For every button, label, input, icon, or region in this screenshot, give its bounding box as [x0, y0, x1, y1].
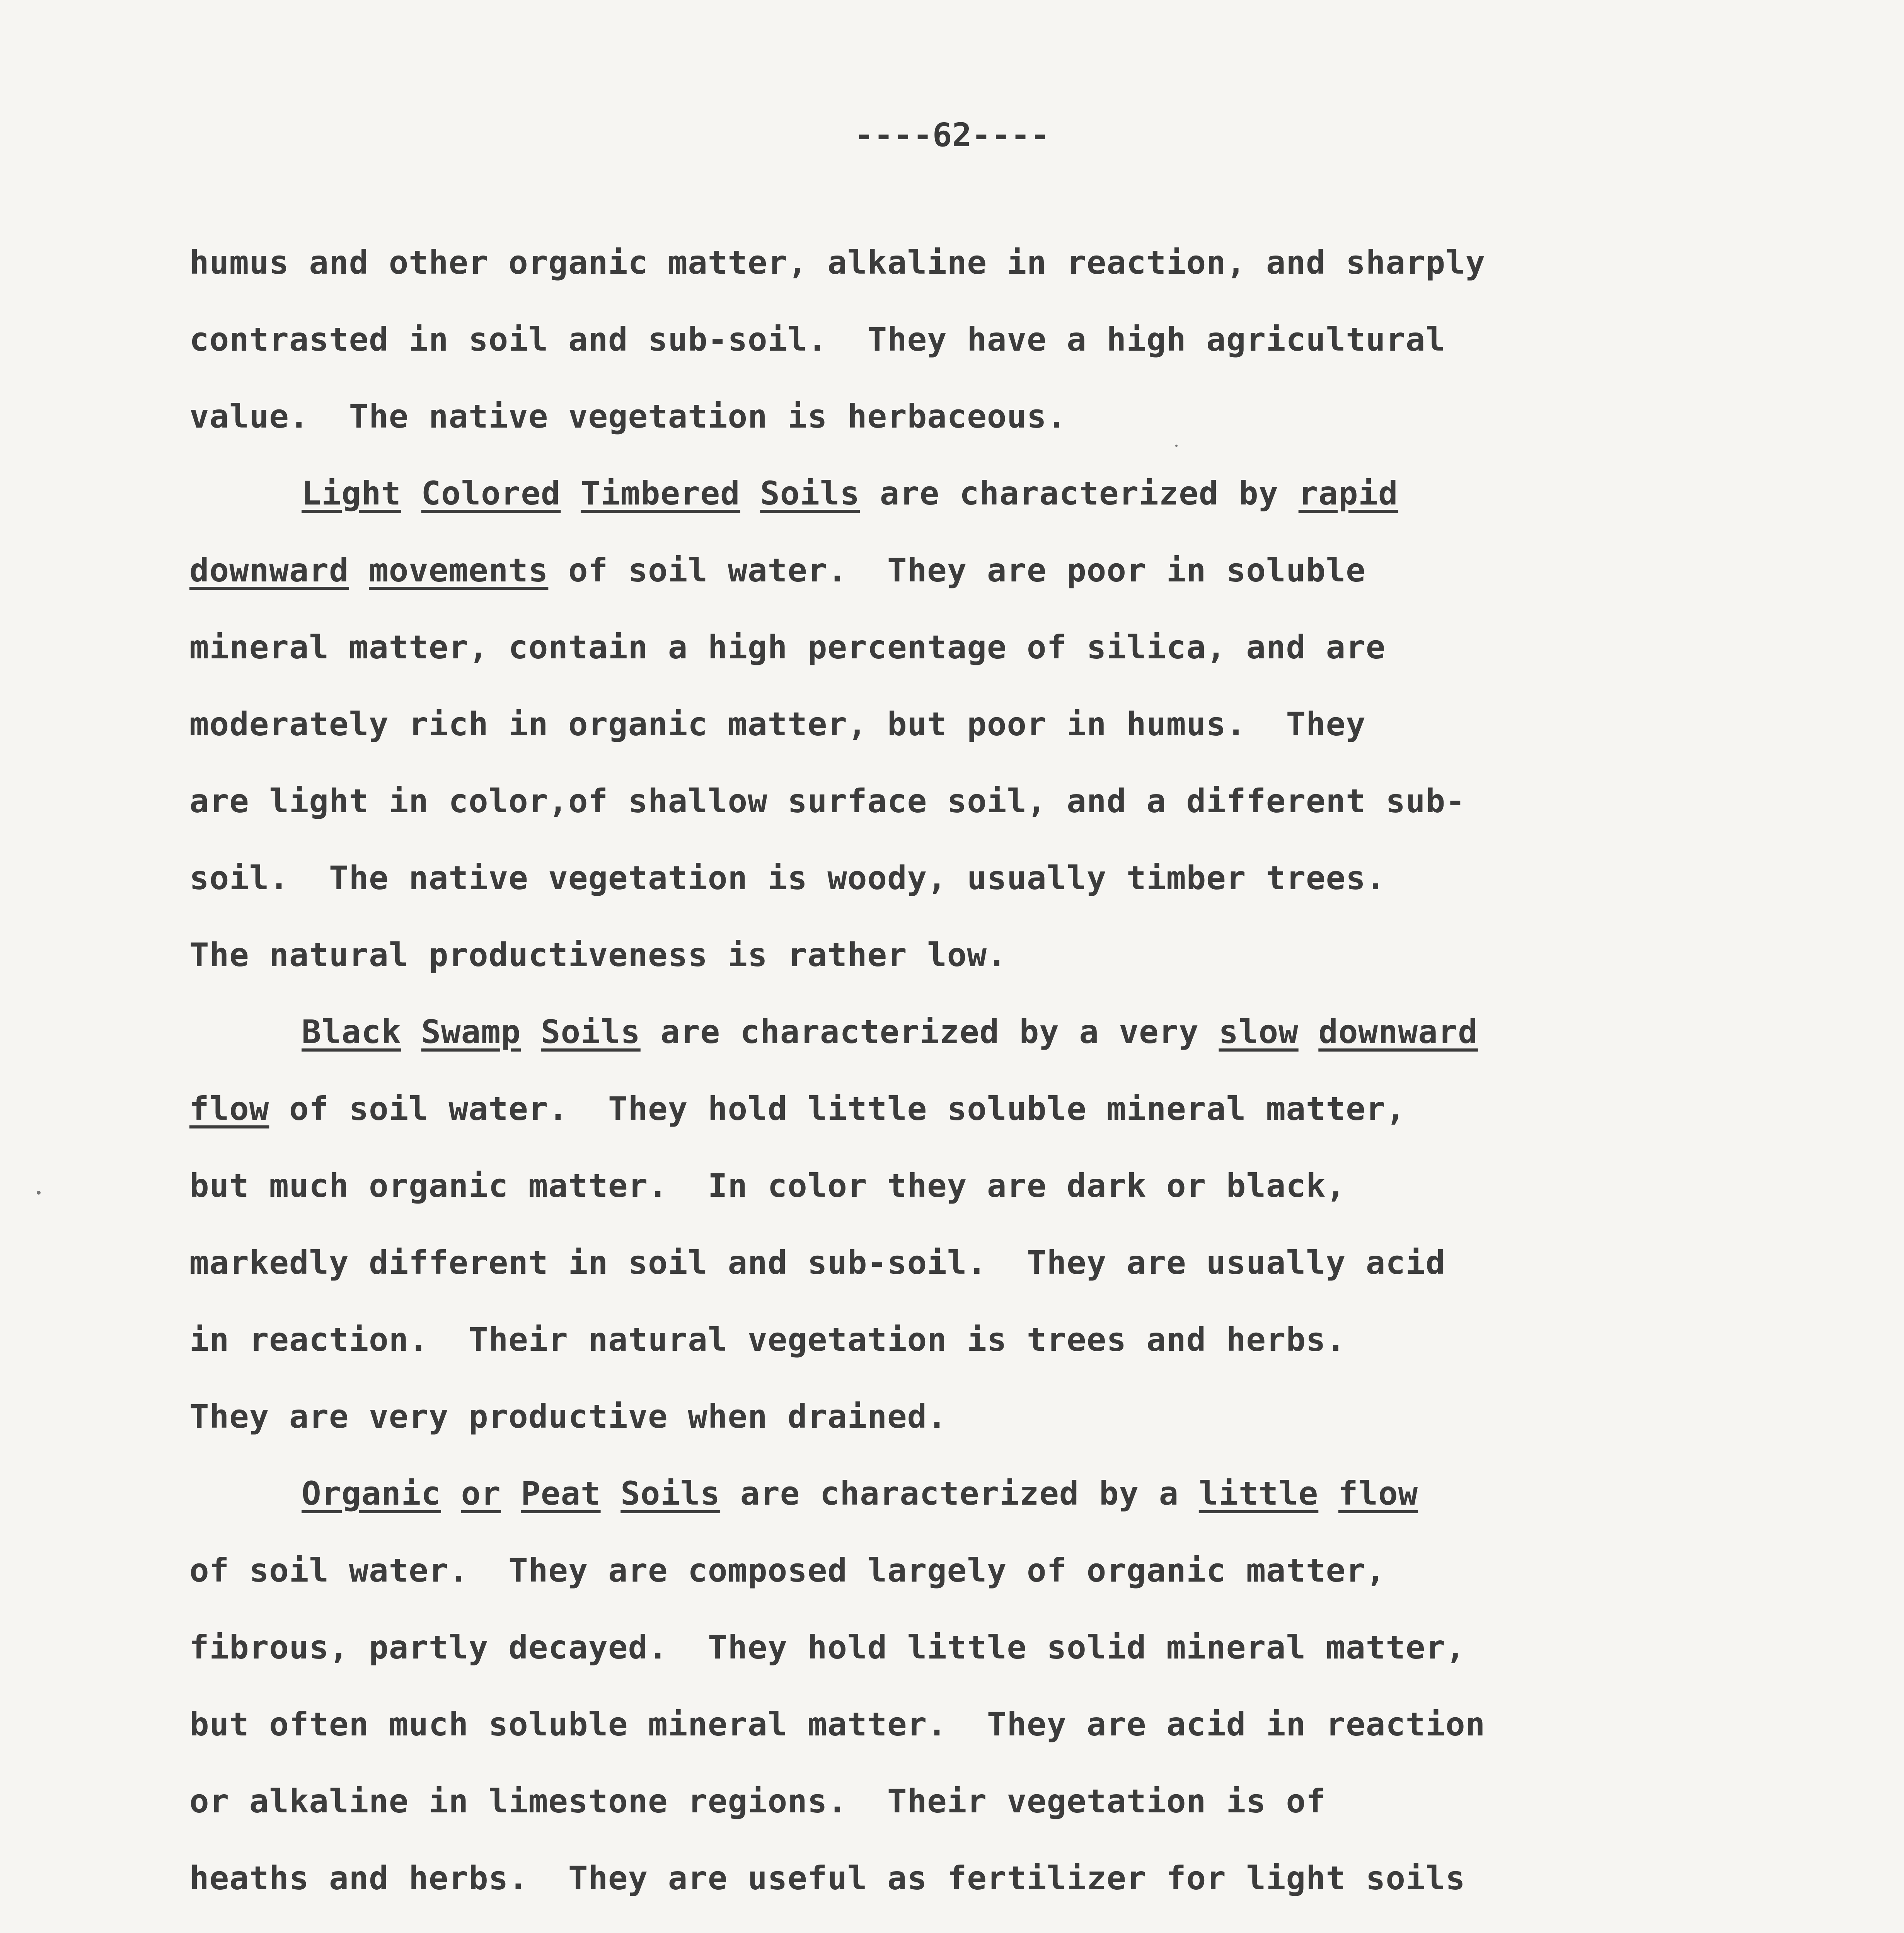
- text-line: soil. The native vegetation is woody, usually timber trees.: [189, 859, 1386, 897]
- underlined-term: downward: [189, 551, 349, 589]
- underlined-term: Timbered: [581, 474, 740, 512]
- paragraph-2-first-line: [189, 455, 1697, 532]
- text-line: or alkaline in limestone regions. Their vegetation is of: [189, 1782, 1326, 1820]
- underlined-term: Peat: [521, 1474, 601, 1512]
- text-line: [189, 532, 1697, 609]
- text-line: They are very productive when drained.: [189, 1398, 947, 1435]
- text-line: markedly different in soil and sub-soil. They are usually acid: [189, 1244, 1446, 1282]
- underlined-term: Light: [302, 474, 401, 512]
- underlined-term: flow: [189, 1090, 269, 1128]
- text-line: value. The native vegetation is herbaceous.: [189, 397, 1067, 435]
- underlined-term: Soils: [540, 1013, 641, 1051]
- underlined-term: downward: [1318, 1013, 1478, 1051]
- page-number: ----62----: [854, 116, 1050, 154]
- text-line: The natural productiveness is rather low.: [189, 936, 1007, 974]
- text-line: moderately rich in organic matter, but poor in humus. They: [189, 705, 1366, 743]
- underlined-term: Soils: [620, 1474, 721, 1512]
- text-line: [189, 1917, 1697, 1933]
- underlined-term: Black: [302, 1013, 401, 1051]
- text-line: [189, 1070, 1697, 1147]
- underlined-term: little: [1198, 1474, 1319, 1512]
- paper-speck: [37, 1191, 41, 1195]
- text-fragment: are characterized by a: [720, 1474, 1199, 1512]
- text-fragment: are characterized by: [860, 474, 1299, 512]
- text-line: heaths and herbs. They are useful as fertilizer for light soils: [189, 1859, 1466, 1897]
- text-line: contrasted in soil and sub-soil. They have a high agricultural: [189, 320, 1446, 358]
- paper-speck: [1175, 445, 1178, 447]
- paragraph-3-first-line: [189, 994, 1697, 1070]
- underlined-term: slow: [1219, 1013, 1299, 1051]
- paragraph-4-first-line: [189, 1455, 1697, 1532]
- text-fragment: of soil water. They hold little soluble mineral matter,: [269, 1090, 1406, 1128]
- underlined-term: rapid: [1298, 474, 1398, 512]
- text-line: in reaction. Their natural vegetation is trees and herbs.: [189, 1321, 1346, 1359]
- text-line: but often much soluble mineral matter. They are acid in reaction: [189, 1705, 1486, 1743]
- text-line: mineral matter, contain a high percentage of silica, and are: [189, 628, 1386, 666]
- underlined-term: Colored: [421, 474, 561, 512]
- document-body: [189, 224, 1697, 1933]
- underlined-term: or: [461, 1474, 501, 1512]
- text-fragment: are characterized by a very: [640, 1013, 1219, 1051]
- underlined-term: Soils: [760, 474, 860, 512]
- text-line: of soil water. They are composed largely of organic matter,: [189, 1551, 1386, 1589]
- underlined-term: Organic: [302, 1474, 441, 1512]
- text-line: are light in color,of shallow surface soil, and a different sub-: [189, 782, 1466, 820]
- underlined-term: movements: [369, 551, 549, 589]
- text-fragment: of soil water. They are poor in soluble: [548, 551, 1366, 589]
- text-line: humus and other organic matter, alkaline in reaction, and sharply: [189, 244, 1486, 281]
- underlined-term: flow: [1338, 1474, 1418, 1512]
- text-line: but much organic matter. In color they are dark or black,: [189, 1167, 1346, 1205]
- text-line: fibrous, partly decayed. They hold little solid mineral matter,: [189, 1628, 1466, 1666]
- underlined-term: Swamp: [421, 1013, 521, 1051]
